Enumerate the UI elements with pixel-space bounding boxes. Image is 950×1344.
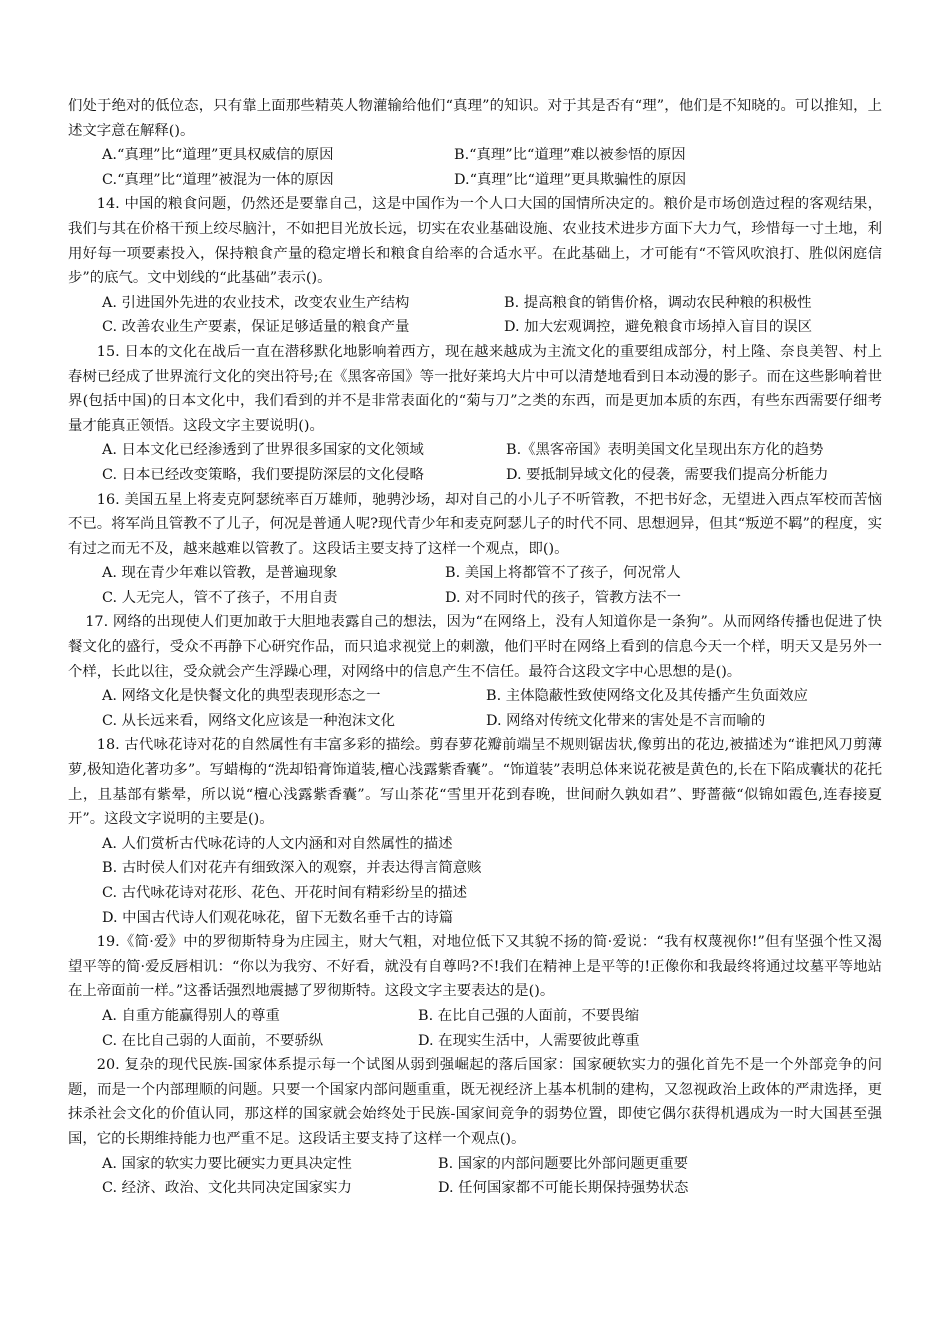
question-17-option-c[interactable]: C. 从长远来看，网络文化应该是一种泡沫文化 — [102, 712, 396, 729]
question-16 — [68, 488, 882, 611]
question-17-option-d[interactable]: D. 网络对传统文化带来的害处是不言而喻的 — [486, 712, 766, 729]
question-16-options-row-2 — [68, 586, 882, 611]
question-20-option-b[interactable]: B. 国家的内部问题要比外部问题更重要 — [438, 1155, 688, 1172]
question-16-option-b[interactable]: B. 美国上将都管不了孩子，何况常人 — [445, 565, 681, 582]
question-15-option-b[interactable]: B.《黑客帝国》表明美国文化呈现出东方化的趋势 — [506, 442, 824, 459]
question-16-option-a[interactable]: A. 现在青少年难以管教，是普遍现象 — [102, 565, 338, 582]
question-15 — [68, 340, 882, 488]
question-18-option-b[interactable]: B. 古时侯人们对花卉有细致深入的观察，并表达得言简意赅 — [102, 860, 482, 877]
question-19-option-c[interactable]: C. 在比自己弱的人面前，不要骄纵 — [102, 1032, 324, 1049]
question-14-option-c[interactable]: C. 改善农业生产要素，保证足够适量的粮食产量 — [102, 319, 410, 336]
question-16-stem: 16. 美国五星上将麦克阿瑟统率百万雄师，驰骋沙场，却对自己的小儿子不听管教，不把书好念，无望进入西点军校而苦恼不已。将军尚且管教不了儿子，何况是普通人呢?现代青少年和麦克阿瑟儿子的时代不同、思想迥异，但其“叛逆不羁”的程度，实有过之而无不及，越来越难以管教了。这段话主要支持了这样一个观点，即()。 — [68, 491, 882, 557]
question-18-stem: 18. 古代咏花诗对花的自然属性有丰富多彩的描绘。剪春萝花瓣前端呈不规则锯齿状,像剪出的花边,被描述为“谁把风刀剪薄萝,极知造化著功多”。写蜡梅的“洗却铅膏饰道装,檀心浅露紫香囊”。“饰道装”表明总体来说花被是黄色的,长在下陷成囊状的花托上，且基部有紫晕，所以说“檀心浅露紫香囊”。写山茶花“雪里开花到春晚，世间耐久孰如君”、野蔷薇“似锦如霞色,连春接夏开”。这段文字说明的主要是()。 — [68, 737, 882, 828]
question-19-option-a[interactable]: A. 自重方能赢得别人的尊重 — [102, 1007, 280, 1024]
question-17 — [68, 610, 882, 733]
question-13-option-a[interactable]: A.“真理”比“道理”更具权威信的原因 — [102, 147, 334, 164]
question-16-option-d[interactable]: D. 对不同时代的孩子，管教方法不一 — [445, 589, 682, 606]
question-17-option-a[interactable]: A. 网络文化是快餐文化的典型表现形态之一 — [102, 688, 381, 705]
question-18-option-c[interactable]: C. 古代咏花诗对花形、花色、开花时间有精彩纷呈的描述 — [102, 885, 468, 901]
question-15-stem: 15. 日本的文化在战后一直在潜移默化地影响着西方，现在越来越成为主流文化的重要组成部分，村上隆、奈良美智、村上春树已经成了世界流行文化的突出符号;在《黑客帝国》等一批好莱坞大片中可以清楚地看到日本动漫的影子。而在这些影响着世界(包括中国)的日本文化中，我们看到的并不是非常表面化的“菊与刀”之类的东西，而是更加本质的东西，有些东西需要仔细考量才能真正领悟。这段文字主要说明()。 — [68, 343, 882, 434]
question-20 — [68, 1053, 882, 1201]
question-18 — [68, 733, 882, 930]
question-17-options-row-1 — [68, 684, 882, 709]
question-17-options-row-2 — [68, 709, 882, 734]
question-16-option-c[interactable]: C. 人无完人，管不了孩子，不用自责 — [102, 589, 338, 606]
question-20-options-row-2 — [68, 1176, 882, 1201]
question-20-options-row-1 — [68, 1152, 882, 1177]
question-16-options-row-1 — [68, 561, 882, 586]
question-14 — [68, 192, 882, 340]
question-14-option-b[interactable]: B. 提高粮食的销售价格，调动农民种粮的积极性 — [504, 294, 812, 311]
question-19-options-row-1 — [68, 1004, 882, 1029]
question-13-options-row-2 — [68, 168, 882, 193]
question-13-options-row-1 — [68, 143, 882, 168]
question-20-option-a[interactable]: A. 国家的软实力要比硬实力更具决定性 — [102, 1155, 352, 1172]
question-15-option-a[interactable]: A. 日本文化已经渗透到了世界很多国家的文化领域 — [102, 442, 424, 459]
question-19-options-row-2 — [68, 1029, 882, 1054]
question-15-options-row-2 — [68, 463, 882, 488]
question-14-stem: 14. 中国的粮食问题，仍然还是要靠自己，这是中国作为一个人口大国的国情所决定的。粮价是市场创造过程的客观结果，我们与其在价格干预上绞尽脑汁，不如把目光放长远，切实在农业基础设施、农业技术进步方面下大力气，珍惜每一寸土地，利用好每一项要素投入，保持粮食产量的稳定增长和粮食自给率的合适水平。在此基础上，才可能有“不管风吹浪打、胜似闲庭信步”的底气。文中划线的“此基础”表示()。 — [68, 196, 882, 287]
question-13-option-d[interactable]: D.“真理”比“道理”更具欺骗性的原因 — [454, 171, 687, 188]
question-15-option-d[interactable]: D. 要抵制异域文化的侵袭，需要我们提高分析能力 — [506, 466, 829, 483]
question-14-options-row-1 — [68, 291, 882, 316]
question-14-option-a[interactable]: A. 引进国外先进的农业技术，改变农业生产结构 — [102, 294, 410, 311]
question-13-stem-tail: 们处于绝对的低位态，只有靠上面那些精英人物灌输给他们“真理”的知识。对于其是否有“理”，他们是不知晓的。可以推知，上述文字意在解释()。 — [68, 98, 882, 139]
question-15-option-c[interactable]: C. 日本已经改变策略，我们要提防深层的文化侵略 — [102, 466, 424, 483]
question-18-option-d[interactable]: D. 中国古代诗人们观花咏花，留下无数名垂千古的诗篇 — [102, 909, 454, 926]
question-20-stem: 20. 复杂的现代民族-国家体系提示每一个试图从弱到强崛起的落后国家：国家硬软实力的强化首先不是一个外部竞争的问题，而是一个内部理顺的问题。只要一个国家内部问题重重，既无视经济上基本机制的建构，又忽视政治上政体的严肃选择，更抹杀社会文化的价值认同，那这样的国家就会始终处于民族-国家间竞争的弱势位置，即使它偶尔获得机遇成为一时大国甚至强国，它的长期维持能力也严重不足。这段话主要支持了这样一个观点()。 — [68, 1057, 882, 1147]
question-17-option-b[interactable]: B. 主体隐蔽性致使网络文化及其传播产生负面效应 — [486, 688, 808, 705]
question-20-option-c[interactable]: C. 经济、政治、文化共同决定国家实力 — [102, 1180, 352, 1197]
question-18-option-a[interactable]: A. 人们赏析古代咏花诗的人文内涵和对自然属性的描述 — [102, 835, 453, 852]
question-15-options-row-1 — [68, 438, 882, 463]
question-19-stem: 19.《简·爱》中的罗彻斯特身为庄园主，财大气粗，对地位低下又其貌不扬的简·爱说：“我有权蔑视你!”但有坚强个性又渴望平等的简·爱反唇相讥：“你以为我穷、不好看，就没有自尊吗?不!我们在精神上是平等的!正像你和我最终将通过坟墓平等地站在上帝面前一样。”这番话强烈地震撼了罗彻斯特。这段文字主要表达的是()。 — [68, 934, 882, 1000]
question-13-continuation — [68, 94, 882, 192]
question-19-option-d[interactable]: D. 在现实生活中，人需要彼此尊重 — [418, 1032, 640, 1049]
question-19-option-b[interactable]: B. 在比自己强的人面前，不要畏缩 — [418, 1007, 640, 1024]
question-14-option-d[interactable]: D. 加大宏观调控，避免粮食市场掉入盲目的误区 — [504, 319, 812, 336]
question-19 — [68, 930, 882, 1053]
question-13-option-c[interactable]: C.“真理”比“道理”被混为一体的原因 — [102, 171, 334, 188]
question-17-stem: 17. 网络的出现使人们更加敢于大胆地表露自己的想法，因为“在网络上，没有人知道你是一条狗”。从而网络传播也促进了快餐文化的盛行，受众不再静下心研究作品，而只追求视觉上的刺激，他们平时在网络上看到的信息今天一个样，明天又是另外一个样，长此以往，受众就会产生浮躁心理，对网络中的信息产生不信任。最符合这段文字中心思想的是()。 — [68, 614, 882, 680]
question-14-options-row-2 — [68, 315, 882, 340]
question-13-option-b[interactable]: B.“真理”比“道理”难以被参悟的原因 — [454, 147, 686, 164]
question-20-option-d[interactable]: D. 任何国家都不可能长期保持强势状态 — [438, 1180, 689, 1197]
